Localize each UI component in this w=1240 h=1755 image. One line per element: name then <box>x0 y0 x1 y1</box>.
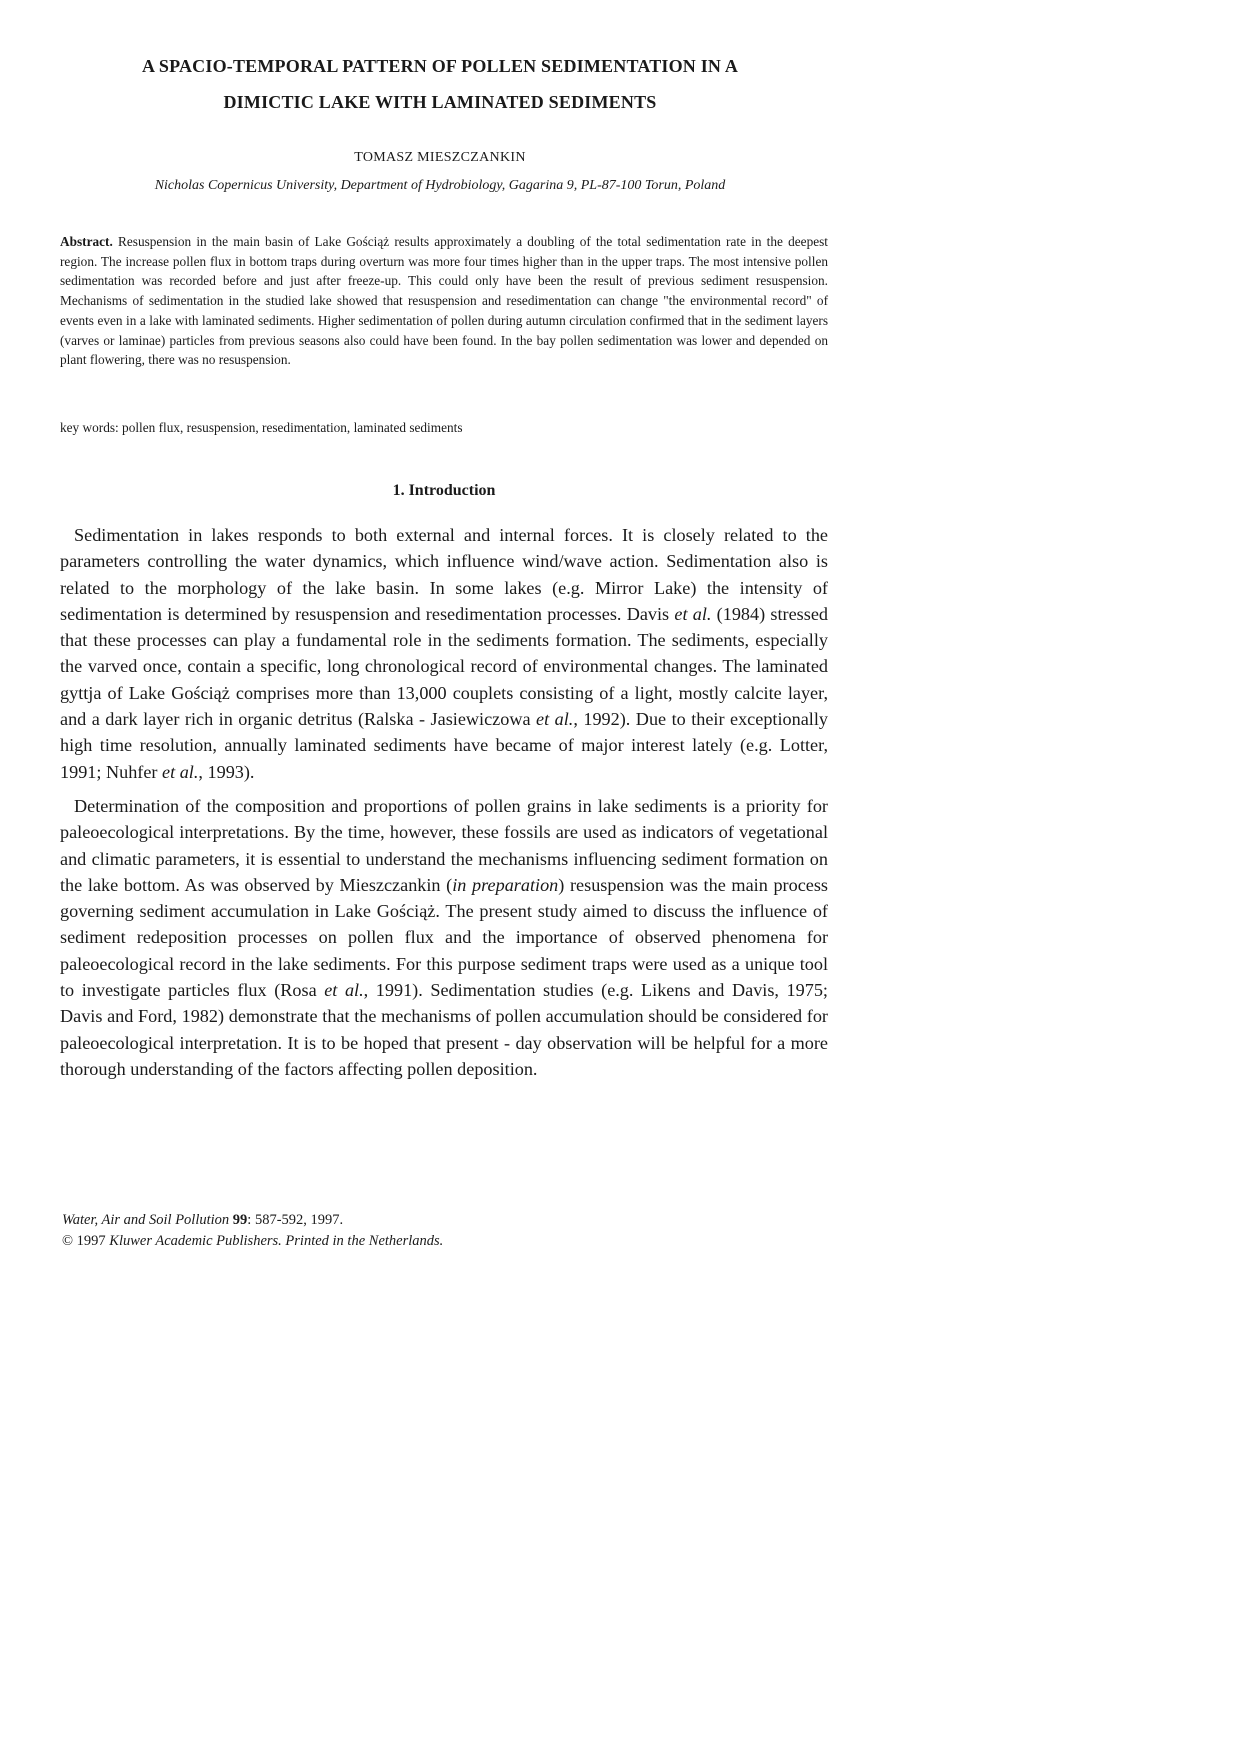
title-line-1: A SPACIO-TEMPORAL PATTERN OF POLLEN SEDIMENTATION IN A <box>141 56 739 76</box>
section-heading-introduction: 1. Introduction <box>392 482 496 499</box>
p1-text-d: , 1993). <box>198 761 255 782</box>
abstract <box>60 232 828 370</box>
citation-line <box>62 1210 830 1231</box>
p2-in-preparation: in preparation <box>452 874 559 895</box>
copyright-line <box>62 1231 830 1252</box>
abstract-text: Resuspension in the main basin of Lake Gościąż results approximately a doubling of the total sedimentation rate in the deepest region. The increase pollen flux in bottom traps during overturn was more four times higher than in the upper traps. The most intensive pollen sedimentation was recorded before and just after freeze-up. This could only have been the result of previous sediment resuspension. Mechanisms of sedimentation in the studied lake showed that resuspension and resedimentation can change "the environmental record" of events even in a lake with laminated sediments. Higher sedimentation of pollen during autumn circulation confirmed that in the sediment layers (varves or laminae) particles from previous seasons also could have been found. In the bay pollen sedimentation was lower and depended on plant flowering, there was no resuspension. <box>60 234 828 368</box>
p1-text-c: , 1992). Due to their exceptionally high time resolution, annually laminated sediments have became of major interest lately (e.g. Lotter, 1991; Nuhfer <box>60 709 828 782</box>
p1-text-a: Sedimentation in lakes responds to both external and internal forces. It is closely related to the parameters controlling the water dynamics, which influence wind/wave action. Sedimentation also is related to the morphology of the lake basin. In some lakes (e.g. Mirror Lake) the intensity of sedimentation is determined by resuspension and resedimentation processes. Davis <box>60 525 828 624</box>
paragraph-2 <box>60 793 828 1082</box>
author-affiliation: Nicholas Copernicus University, Department of Hydrobiology, Gagarina 9, PL-87-100 Torun, Poland <box>154 178 726 193</box>
journal-volume: 99 <box>232 1212 248 1228</box>
author-name: TOMASZ MIESZCZANKIN <box>354 150 526 165</box>
title-line-2: DIMICTIC LAKE WITH LAMINATED SEDIMENTS <box>223 92 657 112</box>
journal-pages: : 587-592, 1997. <box>247 1212 344 1228</box>
p1-text-b: (1984) stressed that these processes can play a fundamental role in the sediments formation. The sediments, especially the varved once, contain a specific, long chronological record of environmental changes. The laminated gyttja of Lake Gościąż comprises more than 13,000 couplets consisting of a light, mostly calcite layer, and a dark layer rich in organic detritus (Ralska - Jasiewiczowa <box>60 603 828 730</box>
p1-etal-2: et al. <box>536 709 574 730</box>
abstract-label: Abstract. <box>60 234 113 249</box>
introduction-body <box>60 522 828 1090</box>
copyright-year: © 1997 <box>62 1233 106 1249</box>
paragraph-1 <box>60 522 828 785</box>
journal-name: Water, Air and Soil Pollution <box>62 1212 230 1228</box>
paper-title <box>80 48 800 120</box>
p1-etal-1: et al. <box>674 603 712 624</box>
p2-text-c: , 1991). Sedimentation studies (e.g. Likens and Davis, 1975; Davis and Ford, 1982) demonstrate that the mechanisms of pollen accumulation should be considered for paleoecological interpretation. It is to be hoped that present - day observation will be helpful for a more thorough understanding of the factors affecting pollen deposition. <box>60 980 828 1079</box>
journal-footer <box>62 1210 830 1252</box>
keywords: key words: pollen flux, resuspension, resedimentation, laminated sediments <box>60 420 463 435</box>
p1-etal-3: et al. <box>162 761 199 782</box>
p2-etal: et al. <box>324 980 364 1001</box>
p2-text-a: Determination of the composition and proportions of pollen grains in lake sediments is a priority for paleoecological interpretations. By the time, however, these fossils are used as indicators of vegetational and climatic parameters, it is essential to understand the mechanisms influencing sediment formation on the lake bottom. As was observed by Mieszczankin ( <box>60 795 828 895</box>
p2-text-b: ) resuspension was the main process governing sediment accumulation in Lake Gościąż. The present study aimed to discuss the influence of sediment redeposition processes on pollen flux and the importance of observed phenomena for paleoecological record in the lake sediments. For this purpose sediment traps were used as a unique tool to investigate particles flux (Rosa <box>60 874 828 1001</box>
publisher: Kluwer Academic Publishers. Printed in the Netherlands. <box>109 1233 444 1249</box>
